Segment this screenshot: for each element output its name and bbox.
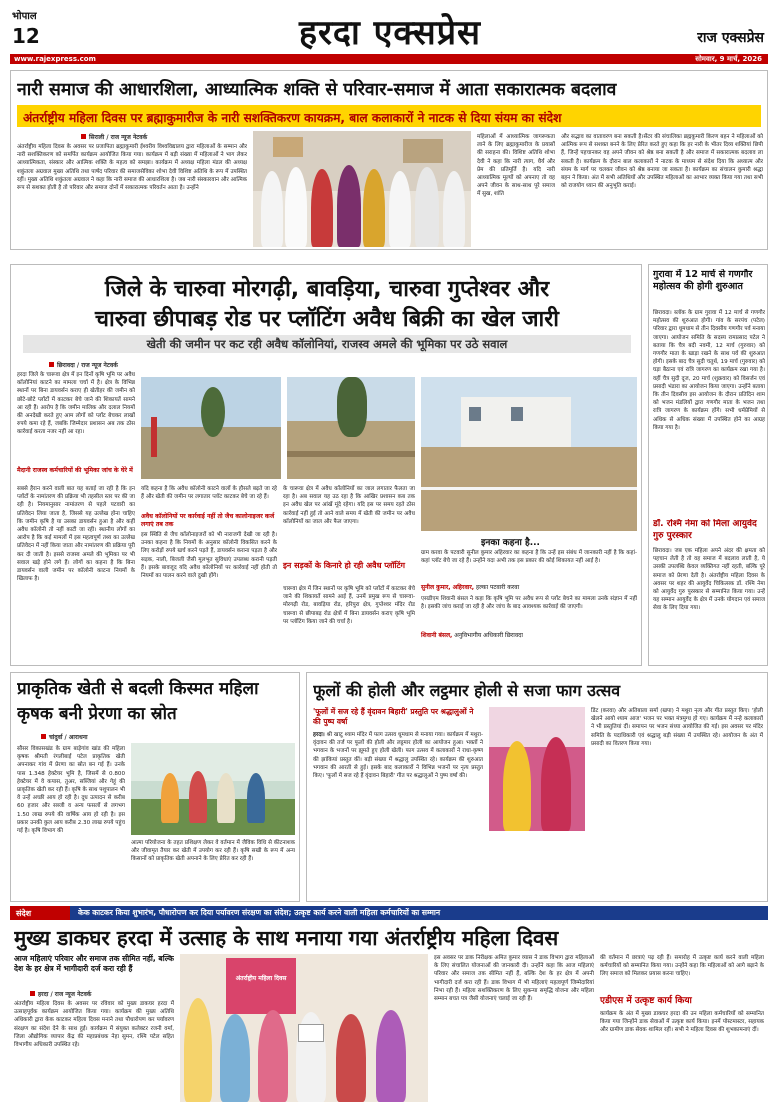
- banner-tag-label: संदेश: [16, 909, 32, 918]
- story2-quote1-name: सुनील कुमार, अहिरवार,: [421, 584, 475, 591]
- sidebar-headline-gangaur: गुरावा में 12 मार्च से गणगौर महोत्सव की होगी शुरुआत: [653, 269, 753, 292]
- story2-quote1-role: हल्का पटवारी करवा: [476, 584, 520, 591]
- sidebar-headline-ayurved: डॉ. रश्मि नेमा को मिला आयुर्वेद गुरु पुरस्कार: [653, 519, 757, 541]
- story4-col2: डिंट (करवा) और अतिबाला सर्मा (खपा) ने मथुरा नृत्य और गीत प्रस्तुत किए। 'होली खेलने आयो श्याम आज' भजन पर भक्त मंत्रमुग्ध हो गए। कार्यक्रम में नन्हे कलाकारों ने भी प्रस्तुतियां दीं। समापन पर भजन संध्या आयोजित की गई। इस अवसर पर मंदिर समिति के पदाधिकारी एवं श्रद्धालु बड़ी संख्या में उपस्थित रहे। आयोजन के अंत में प्रसादी का वितरण किया गया।: [591, 708, 763, 747]
- story2-col1-subhead: मैदानी राजस्व कर्मचारियों की भूमिका जांच के घेरे में: [17, 467, 133, 474]
- story2-quote2-role: अनुविभागीय अधिकारी छिरावदा: [454, 632, 523, 639]
- story-phag-utsav: [306, 672, 768, 902]
- story-post-office-womens-day: [10, 922, 768, 1104]
- story1-photo: [253, 131, 471, 247]
- masthead-red-bar: [10, 54, 768, 64]
- story2-quote1: ग्राम करवा के पटवारी सुनील कुमार अहिरवार का कहना है कि उन्हें इस संबंध में जानकारी नहीं है कि कहां-कहां प्लॉट बेचे जा रहे हैं। उन्होंने यदा अभी तक इस प्रकार की कोई शिकायत नहीं आई है।: [421, 550, 637, 565]
- story5-byline: हरदा / राज न्यूज नेटवर्क: [30, 990, 91, 998]
- story2-col1: हरदा जिले के चारूवा क्षेत्र में इन दिनों कृषि भूमि पर अवैध कॉलोनियां काटने का मामला चर्चा में है। क्षेत्र के विभिन्न स्थानों पर बिना डायवर्सन कराए ही खेतीहर की जमीन को छोटे-छोटे प्लॉटों में काटकर बेचे जाने की शिकायतें सामने आ रही हैं। आरोप है कि जमीन मालिक और दलाल नियमों की अनदेखी करते हुए आम लोगों को प्लॉट बेचकर लाखों रुपये कमा रहे हैं, जबकि जिम्मेदार प्रशासन अब तक ठोस कार्रवाई करता नजर नहीं आ रहा।: [17, 372, 135, 436]
- masthead-brand: राज एक्सप्रेस: [697, 30, 764, 46]
- story1-col1: अंतर्राष्ट्रीय महिला दिवस के अवसर पर प्रजापिता ब्रह्माकुमारी ईश्वरीय विश्वविद्यालय द्वारा महिलाओं के सम्मान और नारी सशक्तिकरण को समर्पित कार्यक्रम आयोजित किया गया। कार्यक्रम में बड़ी संख्या में महिलाओं ने भाग लेकर आध्यात्मिकता, संस्कार और आत्मिक शक्ति के महत्व को समझा। कार्यक्रम में अध्यक्ष महिला मंडल की अध्यक्ष शकुंतला अग्रवाल मुख्य अतिथि तथा पार्षद परिवार की समाजसेविका शोभा देवी विशिष्ट अतिथि के रूप में उपस्थित रहीं। मुख्य अतिथि शकुंतला अग्रवाल ने कहा कि नारी समाज की आधारशिला है। जब नारी संस्कारवान और आत्मिक रूप से सशक्त होती है तो परिवार और समाज दोनों में सकारात्मक परिवर्तन आता है। उन्होंने: [17, 144, 247, 192]
- story2-photo-field: [141, 377, 281, 479]
- story1-byline: सिराली / राज न्यूज नेटवर्क: [81, 133, 147, 141]
- story2-col2-subhead: अवैध कॉलोनियों पर कार्रवाई नहीं तो जैच कालोनाइजर कर्ज लगाएं तब तक: [141, 513, 275, 528]
- story3-photo: [131, 743, 295, 835]
- story2-headline-line2: चारुवा छीपाबड़ रोड पर प्लॉटिंग अवैध बिक्री का खेल जारी: [95, 307, 559, 332]
- story-natural-farming: [10, 672, 300, 902]
- masthead: [0, 0, 778, 66]
- story2-col2b: इस स्थिति से जैच कॉलोनाइजरों को भी नाराजगी देखी जा रही है। उनका कहना है कि नियमों के अनुसार कॉलोनी विकसित करने के लिए करोड़ों रुपये खर्च करने पड़ते हैं, डायवर्सन कराना पड़ता है और सड़क, नाली, बिजली जैसी मूलभूत सुविधाएं उपलब्ध करानी पड़ती हैं। इसके बावजूद यदि अवैध कॉलोनियों पर कार्रवाई नहीं होती तो नियमों का पालन करने वाले दुखी होंगे।: [141, 532, 277, 580]
- story4-subheadline: 'फूलों में सज रहे हैं वृंदावन बिहारी' प्रस्तुति पर श्रद्धालुओं ने की पुष्प वर्षा: [313, 707, 474, 726]
- story5-kicker: आज महिलाएं परिवार और समाज तक सीमित नहीं, बल्कि देश के हर क्षेत्र में भागीदारी दर्ज करा रही हैं: [14, 954, 174, 973]
- story5-col2: इस अवसर पर डाक निरीक्षक अमित कुमार व्यास ने डाक विभाग द्वारा महिलाओं के लिए संचालित योजनाओं की जानकारी दी। उन्होंने कहा कि आज महिलाएं परिवार और समाज तक सीमित नहीं हैं, बल्कि देश के हर क्षेत्र में अपनी भागीदारी दर्ज करा रही हैं। डाक विभाग में भी महिलाएं महत्वपूर्ण जिम्मेदारियां निभा रही हैं। महिला सशक्तिकरण के लिए सुकन्या समृद्धि योजना और महिला सम्मान बचत पत्र जैसी योजनाएं चलाई जा रही हैं।: [434, 955, 594, 1003]
- story1-col2: महिलाओं में आध्यात्मिक जागरूकता लाने के लिए ब्रह्माकुमारीज के प्रयासों की सराहना की। विशिष्ट अतिथि शोभा देवी ने कहा कि नारी त्याग, धैर्य और प्रेम की प्रतिमूर्ति है। यदि नारी आध्यात्मिक मूल्यों को अपनाए तो वह अपने जीवन के साथ-साथ पूरे समाज में सुख, शांति: [477, 134, 555, 198]
- story3-text2: आत्मा परियोजना के तहत प्रशिक्षण लेकर वे वर्तमान में जैविक विधि से कीटनाशक और जीवामृत तैयार कर खेती में उपयोग कर रही हैं। कृषि सखी के रूप में अन्य किसानों को प्राकृतिक खेती अपनाने के लिए प्रेरित कर रही हैं।: [131, 840, 295, 863]
- story2-col2: यदि कहना है कि अवैध कॉलोनी काटने वालों के हौसले बढ़ते जा रहे हैं और खेती की जमीन पर लगातार प्लॉट काटकर बेचे जा रहे हैं।: [141, 486, 277, 501]
- story1-col3: और सद्भाव का वातावरण बना सकती है।सेंटर की संचालिका ब्रह्मकुमारी किरण बहन ने महिलाओं को आत्मिक रूप से सशक्त बनने के लिए प्रेरित करते हुए कहा कि हर नारी के भीतर दिव्य शक्तियां छिपी हैं, जिन्हें पहचानकर वह अपने जीवन को श्रेष्ठ बना सकती है और समाज में सकारात्मक बदलाव ला सकती है। कार्यक्रम के दौरान बाल कलाकारों ने नाटक के माध्यम से संदेश दिया कि अध्यात्म और संयम के मार्ग पर चलकर जीवन को श्रेष्ठ बनाया जा सकता है। कार्यक्रम का संचालन कुमारी श्रद्धा बहन ने किया। अंत में सभी अतिथियों और उपस्थित महिलाओं का आभार व्यक्त किया गया तथा सभी को राजयोग ध्यान की अनुभूति कराई।: [561, 134, 763, 190]
- story2-col3: के चारूवा क्षेत्र में अवैध कॉलोनियों का जाल लगातार फैलता जा रहा है। अब सवाल यह उठ रहा है कि आखिर प्रशासन कब तक इन अवैध खेल पर आंखें मूंदे रहेगा। यदि इस पर समय रहते ठोस कार्रवाई नहीं हुई तो आने वाले समय में खेती की जमीन पर अवैध कॉलोनियों का जाल और फैल जाएगा।: [283, 486, 415, 525]
- story1-subheadline: अंतर्राष्ट्रीय महिला दिवस पर ब्रह्माकुमारीज के नारी सशक्तिकरण कायक्रम, बाल कलाकारों ने नाटक से दिया संयम का संदेश: [23, 111, 562, 125]
- sidebar-text-gangaur: छिरावदा। ब्लॉक के ग्राम गुरावा में 12 मार्च से गणगौर महोत्सव की शुरुआत होगी। गांव के सरपंच (पटेल) परिवार द्वारा धूमधाम से तीन दिवसीय गणगौर पर्व मनाया जाएगा। आयोजन समिति के सदस्य रामप्रसाद पटेल ने बताया कि चैत्र बदी नवमी, 12 मार्च (गुरुवार) को गणगौर माता के खाड़ा रखने के साथ पर्व की शुरुआत होगी। इसके बाद चैत्र सुदी चतुर्थ, 19 मार्च (गुरुवार) को घड़ा बैठाना एवं रात्रि जागरण का कार्यक्रम रखा गया है। वहीं चैत्र सुदी दूज, 20 मार्च (शुक्रवार) को विसर्जन एवं प्रसादी भंडारा का आयोजन किया जाएगा। उन्होंने बताया कि तीन दिवसीय इस आयोजन के दौरान प्रतिदिन शाम को भजन मंडलियों द्वारा गणगौर माता के भजन तथा रात्रि जागरण के कार्यक्रम होंगे। सभी धर्मप्रेमियों से अधिक से अधिक संख्या में उपस्थित होने का आग्रह किया गया है।: [653, 310, 765, 431]
- website-link[interactable]: www.rajexpress.com: [14, 55, 96, 63]
- story4-byline: हरदा।: [313, 732, 325, 738]
- story2-col3b: चारूवा क्षेत्र में जिन स्थानों पर कृषि भूमि को प्लॉटों में काटकर बेचे जाने की शिकायतें सामने आई हैं, उनमें प्रमुख रूप से चारूवा-मोरगढ़ी रोड, बावड़िया रोड, हरिपुरा क्षेत्र, गुप्तेश्वर मंदिर रोड चारूवा से छीपाबड़ रोड क्षेत्रों में बिना डायवर्सन कराए कृषि भूमि पर प्लॉटिंग किया जाने की चर्चा है।: [283, 586, 415, 625]
- story2-photo-road: [287, 377, 415, 479]
- story5-col1: अंतर्राष्ट्रीय महिला दिवस के अवसर पर रविवार को मुख्य डाकघर हरदा में उत्साहपूर्वक कार्यक्रम आयोजित किया गया। कार्यक्रम की मुख्य अतिथि अधिकारी द्वारा केक काटकर महिला दिवस मनाने तथा पौधारोपण कर पर्यावरण संरक्षण का संदेश देने के साथ हुई। कार्यक्रम में संयुक्त कलेक्टर रजनी वर्मा, जिला औद्योगिक व्यापार केंद्र की महाप्रबंधक नेहा सुमन, रश्मि पटेल सहित विभागीय अधिकारी उपस्थित रहे।: [14, 1001, 174, 1049]
- story3-headline: प्राकृतिक खेती से बदली किस्मत महिला कृषक बनी प्रेरणा का स्रोत: [17, 679, 259, 724]
- story2-quote2-attribution: [421, 631, 637, 639]
- story-illegal-plotting: [10, 264, 642, 666]
- story3-text: सौसर विकासखंड के ग्राम बाड़ेगांव खांड की महिला कृषक श्रीमती रंगलीबाई पटेल प्राकृतिक खेती अपनाकर गांव में प्रेरणा का स्रोत बन गई हैं। उनके पास 1.348 हेक्टेयर भूमि है, जिसमें से 0.800 हेक्टेयर में वे कपास, तुअर, सब्जियां और गेहूं की प्राकृतिक खेती कर रही हैं। कृषि के साथ पशुपालन भी वे उन्हें अच्छी आय हो रही है। दूध उत्पादन से करीब 60 हजार और सब्जी व अन्य फसलों से लगभग 1.50 लाख रुपये की वार्षिक आय हो रही है। इस प्रकार उनकी कुल आय करीब 2.30 लाख रुपये पहुंच गई है। कृषि विभाग की: [17, 746, 125, 835]
- masthead-city: भोपाल: [12, 11, 37, 22]
- sidebar-text-ayurved: छिरावदा। जब एक महिला अपने अंदर की क्षमता को पहचान लेती है तो वह समाज में बदलाव लाती है, ये उसकी उपलब्धि केवल व्यक्तिगत नहीं रहती, बल्कि पूरे समाज को प्रेरणा देती है। अंतर्राष्ट्रीय महिला दिवस के अवसर पर शहर की आयुर्वेद चिकित्सक डॉ. रश्मि नेमा को आयुर्वेद गुरु पुरस्कार से सम्मानित किया गया। उन्हें यह सम्मान आयुर्वेद के क्षेत्र में उनके योगदान एवं समाज सेवा के लिए दिया गया।: [653, 548, 765, 612]
- story5-headline: मुख्य डाकघर हरदा में उत्साह के साथ मनाया गया अंतर्राष्ट्रीय महिला दिवस: [14, 926, 559, 950]
- story4-col1-text: श्री खाटू श्याम मंदिर में फाग उत्सव धूमधाम से मनाया गया। कार्यक्रम में मथुरा-वृंदावन की तर्ज पर फूलों की होली और लट्ठमार होली का आयोजन हुआ। भक्तों ने भगवान के भजनों पर झूमते हुए होली खेली। फाग उत्सव में कलाकारों ने राधा-कृष्ण की झांकियां प्रस्तुत कीं। बड़ी संख्या में श्रद्धालु उपस्थित रहे। कार्यक्रम की शुरुआत भगवान की आरती से हुई। इसके बाद कलाकारों ने विभिन्न भजनों पर नृत्य प्रस्तुत किए। 'फूलों में सज रहे हैं वृंदावन बिहारी' गीत पर श्रद्धालुओं ने पुष्प वर्षा की।: [313, 732, 483, 780]
- banner-text: केक काटकर किया शुभारंभ, पौधारोपण कर दिया पर्यावरण संरक्षण का संदेश; उत्कृष्ट कार्य करने वाली महिला कर्मचारियों का सम्मान: [78, 908, 441, 917]
- story4-photo: [489, 707, 585, 831]
- story-womens-day-brahmakumaris: [10, 70, 768, 250]
- story2-col3-subhead: इन सड़कों के किनारे हो रही अवैध प्लॉटिंग: [283, 561, 406, 570]
- story2-subheadline: खेती की जमीन पर कट रही अवैध कॉलोनियां, राजस्व अमले की भूमिका पर उठे सवाल: [146, 337, 508, 351]
- story1-headline: नारी समाज की आधारशिला, आध्यात्मिक शक्ति से परिवार-समाज में आता सकारात्मक बदलाव: [17, 80, 617, 100]
- story5-col3-subhead: एडीएस में उत्कृष्ट कार्य किया: [600, 996, 692, 1006]
- story2-quote2-name: शिवानी बंसल,: [421, 632, 453, 639]
- story5-photo: [180, 954, 428, 1102]
- story2-photo-caption-title: इनका कहना है...: [481, 538, 540, 548]
- sidebar-column: [648, 264, 768, 666]
- story4-col1: [313, 731, 483, 899]
- story2-quote1-attribution: [421, 583, 637, 591]
- story5-col3: की वर्तमान में छात्राएं पढ़ रही हैं। समारोह में उत्कृष्ट कार्य करने वाली महिला कर्मचारियों को सम्मानित किया गया। उन्होंने कहा कि महिलाओं को आगे बढ़ाने के लिए समाज को मिलकर प्रयास करना चाहिए।: [600, 955, 764, 978]
- masthead-title: हरदा एक्सप्रेस: [298, 13, 482, 53]
- masthead-page-number: 12: [12, 24, 40, 48]
- story2-byline: छिरावदा / राज न्यूज नेटवर्क: [49, 361, 118, 369]
- story5-poster-label: अंतर्राष्ट्रीय महिला दिवस: [235, 975, 287, 982]
- story5-col3b: कार्यक्रम के अंत में मुख्य डाकघर हरदा की उन महिला कर्मचारियों को सम्मानित किया गया जिन्होंने डाक सेवाओं में उत्कृष्ट कार्य किया। इनमें पोस्टमास्टर, सहायक और ग्रामीण डाक सेवक शामिल रहीं। सभी ने महिला दिवस की शुभकामनाएं दीं।: [600, 1011, 764, 1034]
- story3-byline: चांदुर्वा / आराधना: [41, 733, 88, 741]
- masthead-date: सोमवार, 9 मार्च, 2026: [695, 55, 762, 63]
- story4-headline: फूलों की होली और लट्ठमार होली से सजा फाग उत्सव: [313, 681, 621, 700]
- story2-col1b: सबसे हैरान करने वाली बात यह बताई जा रही है कि इन प्लॉटों के नामांतरण की प्रक्रिया भी तहसील स्तर पर की जा रही है। नियमानुसार नामांतरण से पहले पटवारी का प्रतिवेदन लिया जाता है, जिससे यह उल्लेख होना चाहिए कि जमीन कृषि है या उसका डायवर्सन हुआ है और कहीं अवैध कॉलोनी तो नहीं काटी जा रही। स्थानीय लोगों का आरोप है कि कई मामलों में इस महत्वपूर्ण तथ्य का उल्लेख प्रतिवेदन में नहीं किया जाता और नामांतरण की प्रक्रिया पूरी कर दी जाती है। इससे राजस्व अमले की भूमिका पर भी सवाल खड़े होने लगे हैं। लोगों का कहना है कि बिना डायवर्सन वाली जमीन पर कॉलोनी काटना नियमों के खिलाफ है।: [17, 486, 135, 583]
- story2-headline-line1: जिले के चारुवा मोरगढ़ी, बावड़िया, चारुवा गुप्तेश्वर और: [104, 277, 550, 302]
- story2-quote2: एसडीएम शिवानी बंसल ने कहा कि कृषि भूमि पर अवैध रूप से प्लॉट बेचने का मामला उनके संज्ञान में नहीं है। इसकी जांच कराई जा रही है और जांच के बाद आवश्यक कार्रवाई की जाएगी।: [421, 596, 637, 611]
- story5-poster: [226, 958, 296, 1014]
- story2-photo-house: [421, 377, 637, 531]
